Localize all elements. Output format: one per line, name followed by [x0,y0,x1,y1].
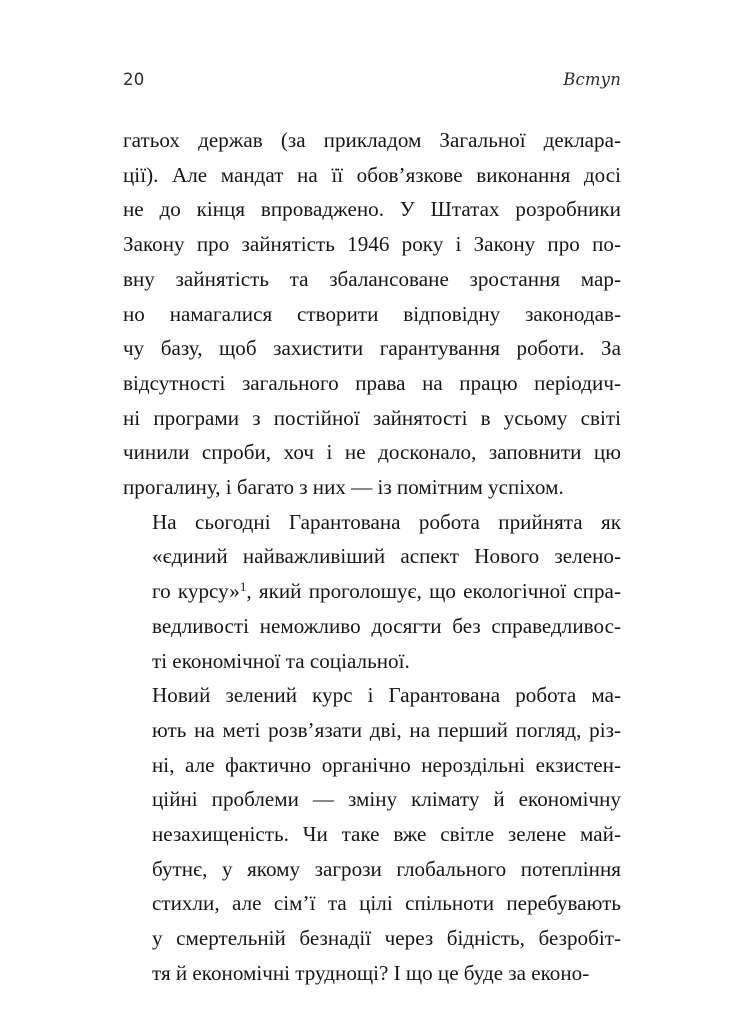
text-line: ні, але фактично органічно нероздільні екзистен- [152,752,621,777]
text-line: ційні проблеми — зміну клімату й економічну [152,787,621,812]
body-text-block [123,123,621,991]
paragraph-3 [123,678,621,990]
text-line: чу базу, щоб захистити гарантування роботи. За [123,336,621,361]
text-line: тя й економічні труднощі? І що це буде за еконо- [152,960,590,985]
page-number: 20 [123,70,145,89]
text-line: го курсу»$^1$, який проголошує, що екологічної спра- [152,579,621,604]
text-line: не до кінця впроваджено. У Штатах розробники [123,197,621,222]
text-line: но намагалися створити відповідну законодав- [123,301,621,326]
text-line: відсутності загального права на працю періодич- [123,370,621,395]
text-line: ції). Але мандат на її обов’язкове виконання досі [123,162,621,187]
text-line: ють на меті розв’язати дві, на перший погляд, різ- [152,717,621,742]
text-line: Закону про зайнятість 1946 року і Закону про по- [123,232,621,257]
text-line: у смертельній безнадії через бідність, безробіт- [152,926,621,951]
text-line: «єдиний найважливіший аспект Нового зелено- [152,544,621,569]
text-line: незахищеність. Чи таке вже світле зелене май- [152,822,621,847]
text-line: ні програми з постійної зайнятості в усьому світі [123,405,621,430]
text-line: чинили спроби, хоч і не досконало, заповнити цю [123,440,621,465]
text-line: ведливості неможливо досягти без справедливос- [152,613,621,638]
text-line: Новий зелений курс і Гарантована робота ма- [152,683,621,708]
paragraph-2 [123,505,621,679]
text-line: гатьох держав (за прикладом Загальної деклара- [123,128,621,152]
text-line: бутнє, у якому загрози глобального потепління [152,856,621,881]
running-head-title: Вступ [563,70,621,89]
text-line: вну зайнятість та збалансоване зростання мар- [123,266,621,291]
text-line: ті економічної та соціальної. [152,648,410,673]
text-line: прогалину, і багато з них — із помітним успіхом. [123,475,564,500]
running-head [123,72,621,98]
text-line: стихли, але сім’ї та цілі спільноти перебувають [152,891,621,916]
paragraph-1 [123,123,621,505]
text-line: На сьогодні Гарантована робота прийнята як [152,509,621,534]
footnote-reference[interactable]: 1 [239,579,247,595]
